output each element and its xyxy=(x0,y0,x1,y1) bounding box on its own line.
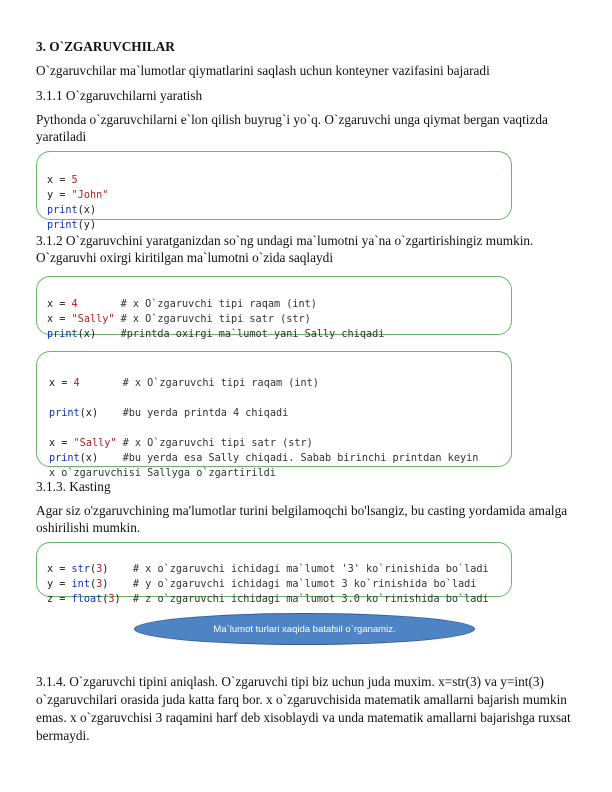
paragraph-3-1-3: Agar siz o'zgaruvchining ma'lumotlar turini belgilamoqchi bo'lsangiz, bu casting yordamida amalga oshirilishi mumkin. xyxy=(36,503,568,535)
code-lines: x = 4 # x O`zgaruvchi tipi raqam (int) print(x) #bu yerda printda 4 chiqadi x = "Sally" # x O`zgaruvchi tipi satr (str) print(x) #bu yerda esa Sally chiqadi. Sabab birinchi printdan keyin x o`zgaruvchisi Sallyga o`zgartirildi xyxy=(49,378,479,479)
code-lines: x = 5 y = "John" print(x) print(y) xyxy=(47,175,109,231)
learn-more-button-label: Ma`lumot turlari xaqida batafsil o`rganamiz. xyxy=(213,623,396,635)
code-lines: x = 4 # x O`zgaruvchi tipi raqam (int) x = "Sally" # x O`zgaruvchi tipi satr (str) print(x) #printda oxirgi ma`lumot yani Sally chiqadi xyxy=(47,299,385,340)
learn-more-button[interactable] xyxy=(134,613,475,645)
code-block-2 xyxy=(36,276,512,340)
code-block-3 xyxy=(36,351,512,479)
subsection-title-3-1-2: 3.1.2 O`zgaruvchini yaratganizdan so`ng undagi ma`lumotni ya`na o`zgartirishingiz mumkin. O`zgaruvhi oxirgi kiritilgan ma`lumotni o`zida saqlaydi xyxy=(36,233,534,265)
section-heading: 3. O`ZGARUVCHILAR xyxy=(36,39,175,54)
paragraph-3-1-1: Pythonda o`zgaruvchilarni e`lon qilish buyrug`i yo`q. O`zgaruvchi unga qiymat bergan vaqtizda yaratiladi xyxy=(36,112,548,144)
code-block-1 xyxy=(36,151,512,231)
code-block-4 xyxy=(36,542,512,605)
intro-text: O`zgaruvchilar ma`lumotlar qiymatlarini saqlash uchun konteyner vazifasini bajaradi xyxy=(36,63,490,78)
subsection-title-3-1-3: 3.1.3. Kasting xyxy=(36,479,111,494)
subsection-title-3-1-1: 3.1.1 O`zgaruvchilarni yaratish xyxy=(36,88,203,103)
code-lines: x = str(3) # x o`zgaruvchi ichidagi ma`lumot '3' ko`rinishida bo`ladi y = int(3) # y o`zgaruvchi ichidagi ma`lumot 3 ko`rinishida bo`ladi z = float(3) # z o`zgaruvchi ichidagi ma`lumot 3.0 ko`rinishida bo`ladi xyxy=(47,564,489,605)
paragraph-3-1-4: 3.1.4. O`zgaruvchi tipini aniqlash. O`zgaruvchi tipi biz uchun juda muxim. x=str(3) va y=int(3) o`zgaruvchilari orasida juda katta farq bor. x o`zgaruvchisida matematik amallarni bajarish mumkin emas. x o`zgaruvchisi 3 raqamini harf deb xisoblaydi va unda matematik amallarni bajarishga ruxsat bermaydi. xyxy=(36,674,571,743)
